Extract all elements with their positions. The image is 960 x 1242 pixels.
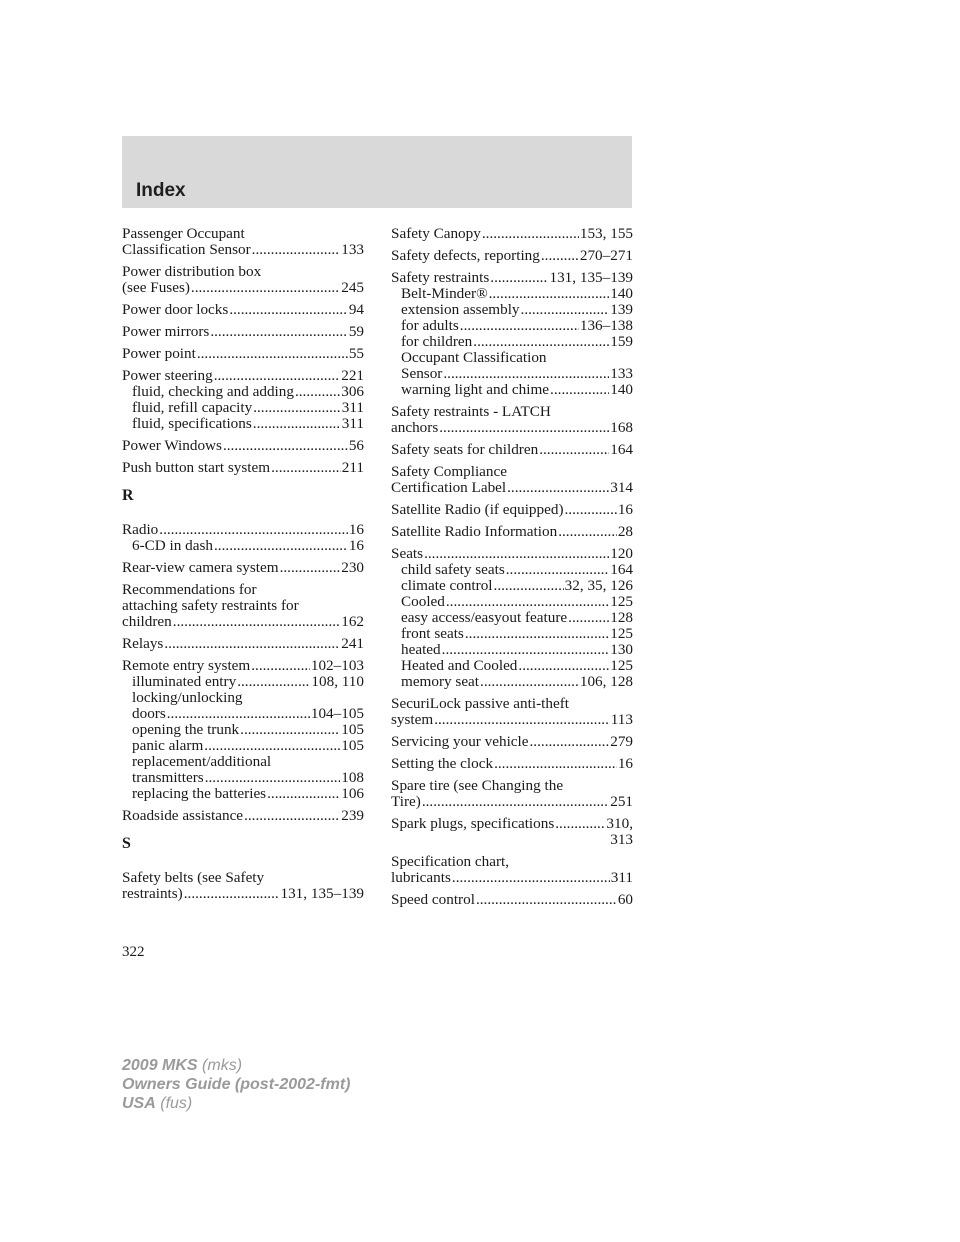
- page-reference: 245: [341, 279, 364, 296]
- dot-leader: [541, 248, 579, 264]
- index-entry-line: [122, 870, 364, 886]
- index-subentry-line: [391, 642, 633, 658]
- page-reference: 16: [348, 537, 364, 554]
- index-entry-line: [391, 442, 633, 458]
- page-reference: 125: [610, 625, 633, 642]
- index-subentry-line: [391, 350, 633, 366]
- entry-text: locking/unlocking: [132, 689, 243, 706]
- entry-text: panic alarm: [132, 737, 204, 754]
- entry-text: doors: [132, 705, 166, 722]
- dot-leader: [442, 642, 610, 658]
- index-entry-line: [391, 404, 633, 420]
- entry-text: climate control: [401, 577, 493, 594]
- footer-line-2: [122, 1075, 350, 1094]
- page-reference: 310,: [606, 815, 633, 832]
- footer-market-code: (fus): [160, 1095, 193, 1112]
- page-reference: 159: [610, 333, 633, 350]
- page-reference: 133: [610, 365, 633, 382]
- dot-leader: [494, 578, 564, 594]
- index-entry: [122, 582, 364, 630]
- index-entry-line: [122, 280, 364, 296]
- page-reference: 270–271: [579, 247, 633, 264]
- index-entry-line: [391, 480, 633, 496]
- page-reference: 306: [341, 383, 364, 400]
- dot-leader: [244, 808, 340, 824]
- page-reference: 104–105: [310, 705, 364, 722]
- entry-text: lubricants: [391, 869, 451, 886]
- page-reference: 311: [341, 399, 364, 416]
- index-entry: [391, 816, 633, 848]
- dot-leader: [214, 538, 348, 554]
- page-reference: 108: [341, 769, 364, 786]
- footer-guide: Owners Guide (post-2002-fmt): [122, 1076, 351, 1093]
- page-reference: 140: [610, 381, 633, 398]
- entry-text: heated: [401, 641, 441, 658]
- index-entry: [391, 270, 633, 398]
- entry-text: opening the trunk: [132, 721, 240, 738]
- dot-leader: [530, 734, 610, 750]
- entry-text: transmitters: [132, 769, 204, 786]
- entry-text: child safety seats: [401, 561, 505, 578]
- entry-text: Relays: [122, 635, 164, 652]
- index-column-left: [122, 226, 364, 908]
- entry-text: Remote entry system: [122, 657, 251, 674]
- dot-leader: [267, 786, 340, 802]
- index-entry-line: [391, 778, 633, 794]
- page-reference: 59: [348, 323, 364, 340]
- index-column-right: [391, 226, 633, 914]
- entry-text: Power point: [122, 345, 196, 362]
- page-reference: 162: [341, 613, 364, 630]
- entry-text: for children: [401, 333, 473, 350]
- index-entry: [122, 368, 364, 432]
- index-entry: [122, 460, 364, 476]
- entry-text: children: [122, 613, 172, 630]
- page-title: Index: [136, 180, 186, 201]
- index-entry: [391, 502, 633, 518]
- index-entry: [122, 302, 364, 318]
- index-entry-line: [391, 524, 633, 540]
- entry-text: Safety restraints: [391, 269, 490, 286]
- dot-leader: [173, 614, 340, 630]
- index-subentry-line: [122, 706, 364, 722]
- index-subentry-line: [391, 334, 633, 350]
- entry-text: Safety defects, reporting: [391, 247, 540, 264]
- index-entry: [391, 892, 633, 908]
- index-entry-line: [391, 756, 633, 772]
- entry-text: for adults: [401, 317, 459, 334]
- dot-leader: [555, 816, 605, 832]
- entry-text: Sensor: [401, 365, 443, 382]
- entry-text: Servicing your vehicle: [391, 733, 529, 750]
- index-subentry-line: [122, 722, 364, 738]
- index-entry: [122, 264, 364, 296]
- index-entry: [391, 248, 633, 264]
- index-entry-line: [391, 270, 633, 286]
- index-subentry-line: [122, 690, 364, 706]
- page-reference: 125: [610, 657, 633, 674]
- page-reference: 230: [341, 559, 364, 576]
- index-entry-line: [122, 560, 364, 576]
- entry-text: Setting the clock: [391, 755, 494, 772]
- index-entry: [391, 404, 633, 436]
- entry-text: Power Windows: [122, 437, 222, 454]
- page-reference: 164: [610, 561, 633, 578]
- index-entry-line: [391, 870, 633, 886]
- index-subentry-line: [391, 674, 633, 690]
- entry-text: front seats: [401, 625, 464, 642]
- index-subentry-line: [391, 562, 633, 578]
- page-reference: 136–138: [579, 317, 633, 334]
- page-reference: 16: [348, 521, 364, 538]
- dot-leader: [506, 562, 609, 578]
- entry-text: Power mirrors: [122, 323, 210, 340]
- index-entry-line: [122, 636, 364, 652]
- entry-text: Safety belts (see Safety: [122, 869, 265, 886]
- dot-leader: [251, 658, 310, 674]
- entry-text: Cooled: [401, 593, 445, 610]
- page-number: 322: [122, 944, 145, 960]
- dot-leader: [550, 382, 609, 398]
- index-subentry-line: [391, 626, 633, 642]
- page-reference: 105: [341, 721, 364, 738]
- page-reference: 55: [348, 345, 364, 362]
- index-entry-line: [122, 658, 364, 674]
- index-subentry-line: [391, 382, 633, 398]
- header-band: [122, 136, 632, 208]
- footer-market: USA: [122, 1095, 156, 1112]
- dot-leader: [473, 334, 609, 350]
- entry-text: Recommendations for: [122, 581, 257, 598]
- index-entry: [122, 870, 364, 902]
- entry-text: Rear-view camera system: [122, 559, 279, 576]
- entry-text: Heated and Cooled: [401, 657, 518, 674]
- entry-text: Satellite Radio Information: [391, 523, 558, 540]
- index-entry: [391, 524, 633, 540]
- entry-text: anchors: [391, 419, 439, 436]
- page-reference: 94: [348, 301, 364, 318]
- dot-leader: [253, 400, 341, 416]
- index-entry-line: [391, 546, 633, 562]
- dot-leader: [167, 706, 310, 722]
- page-reference: 16: [617, 755, 633, 772]
- page-reference: 164: [610, 441, 633, 458]
- footer-model: 2009 MKS: [122, 1057, 198, 1074]
- dot-leader: [422, 794, 609, 810]
- index-entry: [391, 778, 633, 810]
- dot-leader: [223, 438, 348, 454]
- index-entry: [122, 324, 364, 340]
- dot-leader: [476, 892, 617, 908]
- entry-text: memory seat: [401, 673, 480, 690]
- entry-text: Safety Compliance: [391, 463, 507, 480]
- index-subentry-line: [122, 738, 364, 754]
- index-subentry-line: [391, 658, 633, 674]
- entry-text: Satellite Radio (if equipped): [391, 501, 564, 518]
- dot-leader: [446, 594, 609, 610]
- entry-text: 6-CD in dash: [132, 537, 213, 554]
- dot-leader: [452, 870, 610, 886]
- index-entry-line: [391, 854, 633, 870]
- entry-text: Power door locks: [122, 301, 229, 318]
- index-subentry-line: [391, 594, 633, 610]
- footer-model-code: (mks): [202, 1057, 243, 1074]
- entry-text: Classification Sensor: [122, 241, 251, 258]
- entry-text: (see Fuses): [122, 279, 190, 296]
- page-reference: 130: [610, 641, 633, 658]
- page-reference: 105: [341, 737, 364, 754]
- dot-leader: [184, 886, 280, 902]
- page-reference: 153, 155: [579, 225, 633, 242]
- index-entry-line: [122, 808, 364, 824]
- index-entry-line: [391, 226, 633, 242]
- entry-text: Spare tire (see Changing the: [391, 777, 564, 794]
- entry-text: Power distribution box: [122, 263, 262, 280]
- entry-text: Occupant Classification: [401, 349, 547, 366]
- index-entry-line: [391, 248, 633, 264]
- page-reference: 28: [617, 523, 633, 540]
- index-entry-line: [391, 696, 633, 712]
- index-entry: [122, 522, 364, 554]
- page-reference: 221: [341, 367, 364, 384]
- page-reference: 211: [341, 459, 364, 476]
- page-reference: 128: [610, 609, 633, 626]
- dot-leader: [159, 522, 348, 538]
- dot-leader: [240, 722, 340, 738]
- entry-text: Power steering: [122, 367, 213, 384]
- dot-leader: [507, 480, 609, 496]
- index-entry-line: [391, 734, 633, 750]
- index-entry: [122, 808, 364, 824]
- index-entry-line: [122, 582, 364, 598]
- entry-text: illuminated entry: [132, 673, 237, 690]
- page-reference: 311: [341, 415, 364, 432]
- entry-text: Tire): [391, 793, 421, 810]
- dot-leader: [164, 636, 340, 652]
- index-entry-line: [122, 226, 364, 242]
- entry-text: fluid, refill capacity: [132, 399, 253, 416]
- entry-text: Radio: [122, 521, 159, 538]
- index-subentry-line: [391, 302, 633, 318]
- index-entry-line: [122, 324, 364, 340]
- index-entry-line: [391, 464, 633, 480]
- entry-text: Speed control: [391, 891, 475, 908]
- page-reference: 251: [610, 793, 633, 810]
- page-reference: 102–103: [310, 657, 364, 674]
- index-entry-line: [391, 816, 633, 832]
- index-entry: [391, 464, 633, 496]
- index-subentry-line: [391, 578, 633, 594]
- index-subentry-line: [122, 384, 364, 400]
- index-entry: [122, 560, 364, 576]
- dot-leader: [482, 226, 579, 242]
- index-entry-line: [122, 302, 364, 318]
- page-reference: 168: [610, 419, 633, 436]
- dot-leader: [439, 420, 609, 436]
- index-subentry-line: [391, 318, 633, 334]
- entry-text: Push button start system: [122, 459, 271, 476]
- index-subentry-line: [391, 366, 633, 382]
- index-entry: [391, 546, 633, 690]
- dot-leader: [443, 366, 609, 382]
- footer-line-3: [122, 1094, 350, 1113]
- page-reference: 279: [610, 733, 633, 750]
- dot-leader: [490, 270, 548, 286]
- page-reference: 314: [610, 479, 633, 496]
- index-entry-line: [122, 886, 364, 902]
- entry-text: Safety seats for children: [391, 441, 539, 458]
- index-subentry-line: [122, 538, 364, 554]
- page-reference: 56: [348, 437, 364, 454]
- entry-text: Safety Canopy: [391, 225, 481, 242]
- dot-leader: [191, 280, 340, 296]
- index-entry-line: [122, 438, 364, 454]
- entry-text: Roadside assistance: [122, 807, 244, 824]
- dot-leader: [205, 770, 341, 786]
- entry-text: fluid, checking and adding: [132, 383, 294, 400]
- page-reference: 60: [617, 891, 633, 908]
- entry-text: attaching safety restraints for: [122, 597, 299, 614]
- dot-leader: [494, 756, 617, 772]
- index-entry: [122, 636, 364, 652]
- page-reference: 311: [610, 869, 633, 886]
- index-entry-line: [122, 346, 364, 362]
- dot-leader: [480, 674, 579, 690]
- page-reference: 131, 135–139: [549, 269, 633, 286]
- dot-leader: [252, 242, 341, 258]
- index-entry-line: [122, 614, 364, 630]
- index-entry: [391, 442, 633, 458]
- page-reference: 139: [610, 301, 633, 318]
- entry-text: warning light and chime: [401, 381, 550, 398]
- entry-text: restraints): [122, 885, 183, 902]
- entry-text: Certification Label: [391, 479, 507, 496]
- page-reference: 106, 128: [579, 673, 633, 690]
- page-reference: 113: [610, 711, 633, 728]
- dot-leader: [565, 502, 617, 518]
- index-entry-line: [122, 368, 364, 384]
- index-entry: [391, 756, 633, 772]
- page-reference: 241: [341, 635, 364, 652]
- index-entry-line: [391, 712, 633, 728]
- entry-text: SecuriLock passive anti-theft: [391, 695, 569, 712]
- index-subentry-line: [391, 286, 633, 302]
- index-entry: [122, 438, 364, 454]
- dot-leader: [253, 416, 341, 432]
- dot-leader: [214, 368, 341, 384]
- index-entry: [391, 854, 633, 886]
- page-reference: 239: [341, 807, 364, 824]
- footer: [122, 1056, 350, 1113]
- index-entry: [391, 734, 633, 750]
- page-reference: 131, 135–139: [280, 885, 364, 902]
- entry-text: replacing the batteries: [132, 785, 267, 802]
- dot-leader: [280, 560, 341, 576]
- dot-leader: [271, 460, 341, 476]
- page-reference: 108, 110: [311, 673, 364, 690]
- dot-leader: [434, 712, 610, 728]
- index-entry-line: [122, 264, 364, 280]
- entry-text: Specification chart,: [391, 853, 510, 870]
- index-subentry-line: [122, 416, 364, 432]
- index-entry: [122, 658, 364, 802]
- dot-leader: [568, 610, 609, 626]
- index-entry-line: [391, 794, 633, 810]
- dot-leader: [197, 346, 348, 362]
- page-reference: 32, 35, 126: [564, 577, 633, 594]
- page-reference: 125: [610, 593, 633, 610]
- section-letter: R: [122, 487, 134, 504]
- dot-leader: [465, 626, 609, 642]
- dot-leader: [521, 302, 610, 318]
- index-entry-line: [391, 892, 633, 908]
- entry-text: Passenger Occupant: [122, 225, 245, 242]
- entry-text: Safety restraints - LATCH: [391, 403, 551, 420]
- index-entry-line: [391, 832, 633, 848]
- entry-text: easy access/easyout feature: [401, 609, 568, 626]
- index-entry-line: [122, 460, 364, 476]
- page-reference: 120: [610, 545, 633, 562]
- dot-leader: [424, 546, 609, 562]
- index-subentry-line: [122, 674, 364, 690]
- page-reference: 16: [617, 501, 633, 518]
- page-reference: 140: [610, 285, 633, 302]
- entry-text: Belt-Minder®: [401, 285, 488, 302]
- entry-text: Seats: [391, 545, 424, 562]
- dot-leader: [237, 674, 310, 690]
- index-subentry-line: [122, 400, 364, 416]
- dot-leader: [229, 302, 348, 318]
- dot-leader: [518, 658, 609, 674]
- page-reference: 313: [610, 831, 633, 848]
- dot-leader: [460, 318, 579, 334]
- page-reference: 106: [341, 785, 364, 802]
- entry-text: fluid, specifications: [132, 415, 252, 432]
- dot-leader: [539, 442, 609, 458]
- index-entry: [122, 346, 364, 362]
- index-entry: [122, 226, 364, 258]
- index-subentry-line: [122, 770, 364, 786]
- entry-text: system: [391, 711, 434, 728]
- entry-text: replacement/additional: [132, 753, 272, 770]
- index-subentry-line: [122, 786, 364, 802]
- index-entry-line: [122, 522, 364, 538]
- index-entry-line: [122, 598, 364, 614]
- footer-line-1: [122, 1056, 350, 1075]
- entry-text: extension assembly: [401, 301, 520, 318]
- index-entry-line: [391, 420, 633, 436]
- index-subentry-line: [122, 754, 364, 770]
- index-entry: [391, 696, 633, 728]
- section-letter: S: [122, 835, 131, 852]
- page-reference: 133: [341, 241, 364, 258]
- dot-leader: [204, 738, 340, 754]
- index-subentry-line: [391, 610, 633, 626]
- dot-leader: [558, 524, 617, 540]
- index-entry: [391, 226, 633, 242]
- dot-leader: [210, 324, 347, 340]
- dot-leader: [489, 286, 610, 302]
- dot-leader: [295, 384, 340, 400]
- entry-text: Spark plugs, specifications: [391, 815, 555, 832]
- index-entry-line: [391, 502, 633, 518]
- index-entry-line: [122, 242, 364, 258]
